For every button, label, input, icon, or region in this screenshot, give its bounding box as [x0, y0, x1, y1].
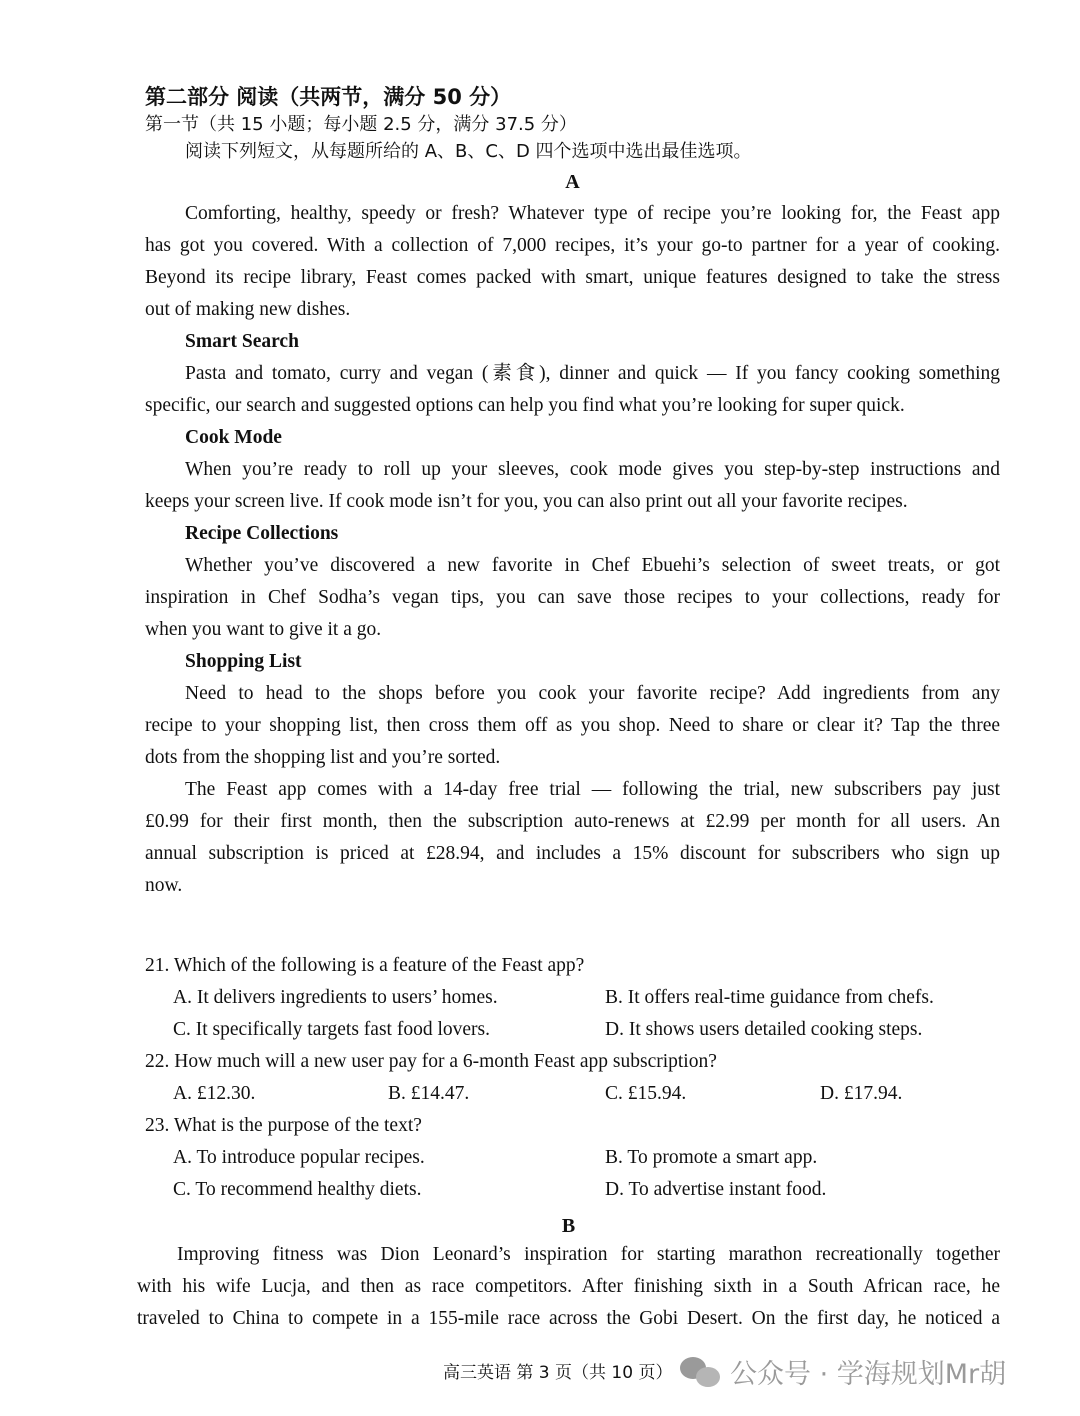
answer-option[interactable]: A. To introduce popular recipes.	[173, 1147, 425, 1168]
subheading: Smart Search	[185, 331, 299, 352]
paragraph-line: Need to head to the shops before you cook your favorite recipe? Add ingredients from any	[185, 683, 1000, 704]
subheading: Cook Mode	[185, 427, 282, 448]
paragraph-line: keeps your screen live. If cook mode isn’t for you, you can also print out all your favorite recipes.	[145, 491, 908, 512]
paragraph-line: out of making new dishes.	[145, 299, 351, 320]
paragraph-line: Comforting, healthy, speedy or fresh? Whatever type of recipe you’re looking for, the Feast app	[185, 203, 1000, 224]
section-b	[137, 1210, 1000, 1335]
paragraph-line: Pasta and tomato, curry and vegan (素食), dinner and quick — If you fancy cooking something	[185, 363, 1000, 384]
paragraph-line: recipe to your shopping list, then cross them off as you shop. Need to share or clear it? Tap the three	[145, 715, 1000, 736]
answer-option[interactable]: D. £17.94.	[820, 1083, 903, 1104]
paragraph-line: inspiration in Chef Sodha’s vegan tips, you can save those recipes to your collections, ready for	[145, 587, 1000, 608]
option-row	[145, 1078, 1000, 1110]
paragraph-line: dots from the shopping list and you’re sorted.	[145, 747, 501, 768]
subheading: Shopping List	[185, 651, 302, 672]
part-title: 第二部分 阅读（共两节，满分 50 分）	[145, 85, 512, 109]
answer-option[interactable]: A. £12.30.	[173, 1083, 256, 1104]
answer-option[interactable]: D. It shows users detailed cooking steps.	[605, 1019, 923, 1040]
section-title: 第一节（共 15 小题；每小题 2.5 分，满分 37.5 分）	[145, 114, 577, 135]
paragraph-line: with his wife Lucja, and then as race competitors. After finishing sixth in a South African race, he	[137, 1276, 1000, 1297]
instruction: 阅读下列短文，从每题所给的 A、B、C、D 四个选项中选出最佳选项。	[185, 141, 752, 162]
passage-a-body	[145, 198, 1000, 902]
wechat-icon	[680, 1355, 724, 1389]
answer-option[interactable]: C. To recommend healthy diets.	[173, 1179, 422, 1200]
answer-option[interactable]: A. It delivers ingredients to users’ homes.	[173, 987, 498, 1008]
question-stem: 22. How much will a new user pay for a 6-month Feast app subscription?	[145, 1051, 717, 1072]
answer-option[interactable]: C. £15.94.	[605, 1083, 687, 1104]
questions	[145, 950, 1000, 1206]
section-a	[145, 82, 1000, 1206]
paragraph-line: Improving fitness was Dion Leonard’s inspiration for starting marathon recreationally together	[177, 1244, 1000, 1265]
passage-a-label: A	[565, 171, 580, 193]
passage-b-label: B	[561, 1215, 576, 1237]
answer-option[interactable]: B. £14.47.	[388, 1083, 470, 1104]
paragraph-line: £0.99 for their first month, then the subscription auto-renews at £2.99 per month for all users. An	[145, 811, 1000, 832]
page-footer: 高三英语 第 3 页（共 10 页）	[443, 1363, 673, 1383]
paragraph-line: now.	[145, 875, 183, 896]
option-row	[145, 982, 1000, 1014]
paragraph-line: annual subscription is priced at £28.94, and includes a 15% discount for subscribers who sign up	[145, 843, 1000, 864]
passage-b-body	[137, 1239, 1000, 1335]
paragraph-line: when you want to give it a go.	[145, 619, 382, 640]
paragraph-line: Whether you’ve discovered a new favorite in Chef Ebuehi’s selection of sweet treats, or got	[185, 555, 1000, 576]
option-row	[145, 1174, 1000, 1206]
paragraph-line: specific, our search and suggested options can help you find what you’re looking for super quick.	[145, 395, 905, 416]
option-row	[145, 1014, 1000, 1046]
paragraph-line: traveled to China to compete in a 155-mile race across the Gobi Desert. On the first day, he noticed a	[137, 1308, 1000, 1329]
question-stem: 23. What is the purpose of the text?	[145, 1115, 422, 1136]
paragraph-line: When you’re ready to roll up your sleeves, cook mode gives you step-by-step instructions and	[185, 459, 1000, 480]
watermark	[680, 1352, 1006, 1391]
answer-option[interactable]: D. To advertise instant food.	[605, 1179, 827, 1200]
answer-option[interactable]: B. To promote a smart app.	[605, 1147, 818, 1168]
paragraph-line: Beyond its recipe library, Feast comes packed with smart, unique features designed to take the stress	[145, 267, 1000, 288]
answer-option[interactable]: B. It offers real-time guidance from chefs.	[605, 987, 934, 1008]
paragraph-line: has got you covered. With a collection of 7,000 recipes, it’s your go-to partner for a year of cooking.	[145, 235, 1000, 256]
question-stem: 21. Which of the following is a feature of the Feast app?	[145, 955, 585, 976]
watermark-text: 公众号 · 学海规划Mr胡	[730, 1359, 1007, 1390]
option-row	[145, 1142, 1000, 1174]
answer-option[interactable]: C. It specifically targets fast food lovers.	[173, 1019, 490, 1040]
paragraph-line: The Feast app comes with a 14-day free trial — following the trial, new subscribers pay just	[185, 779, 1000, 800]
subheading: Recipe Collections	[185, 523, 339, 544]
